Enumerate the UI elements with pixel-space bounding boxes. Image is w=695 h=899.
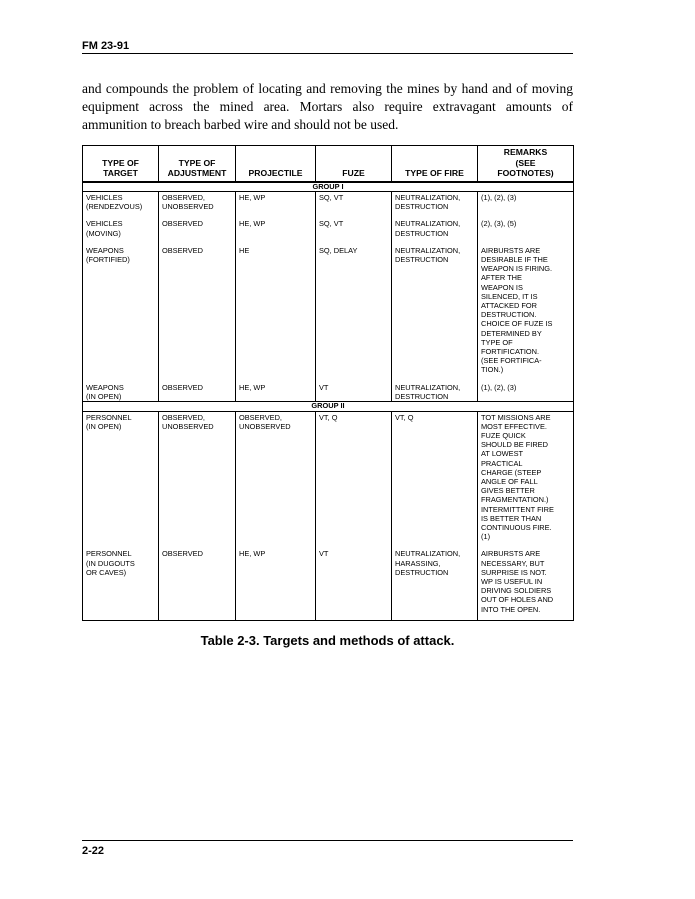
- cell-projectile: OBSERVED, UNOBSERVED: [236, 411, 316, 547]
- group-label: GROUP I: [83, 182, 574, 192]
- cell-adjustment: OBSERVED, UNOBSERVED: [159, 411, 236, 547]
- cell-projectile: HE, WP: [236, 192, 316, 218]
- cell-adjustment: OBSERVED: [159, 547, 236, 620]
- running-header: FM 23-91: [82, 40, 573, 54]
- cell-remarks: TOT MISSIONS ARE MOST EFFECTIVE. FUZE QUICK SHOULD BE FIRED AT LOWEST PRACTICAL CHARGE (STEEP ANGLE OF FALL GIVES BETTER FRAGMENTATION.) INTERMITTENT FIRE IS BETTER THAN CONTINUOUS FIRE. (1): [478, 411, 574, 547]
- page-number: 2-22: [82, 845, 105, 857]
- header-type-of-adjustment: TYPE OF ADJUSTMENT: [159, 146, 236, 182]
- targets-table: [82, 145, 574, 621]
- cell-fire: NEUTRALIZATION, DESTRUCTION: [392, 217, 478, 243]
- cell-projectile: HE, WP: [236, 547, 316, 620]
- header-remarks: REMARKS (SEE FOOTNOTES): [478, 146, 574, 182]
- cell-target: VEHICLES (MOVING): [83, 217, 159, 243]
- cell-fuze: VT, Q: [316, 411, 392, 547]
- cell-remarks: (1), (2), (3): [478, 381, 574, 402]
- header-type-of-target: TYPE OF TARGET: [83, 146, 159, 182]
- header-projectile: PROJECTILE: [236, 146, 316, 182]
- table-header-row: [83, 146, 574, 182]
- cell-projectile: HE: [236, 244, 316, 381]
- table-row: [83, 547, 574, 620]
- header-fuze: FUZE: [316, 146, 392, 182]
- cell-remarks: AIRBURSTS ARE DESIRABLE IF THE WEAPON IS FIRING. AFTER THE WEAPON IS SILENCED, IT IS ATTACKED FOR DESTRUCTION. CHOICE OF FUZE IS DETERMINED BY TYPE OF FORTIFICATION. (SEE FORTIFICA- TION.): [478, 244, 574, 381]
- cell-fuze: VT: [316, 381, 392, 402]
- cell-adjustment: OBSERVED: [159, 244, 236, 381]
- cell-fuze: SQ, VT: [316, 217, 392, 243]
- cell-fuze: VT: [316, 547, 392, 620]
- intro-paragraph: and compounds the problem of locating and removing the mines by hand and of moving equipment across the mined area. Mortars also require extravagant amounts of ammunition to breach barbed wire and should not be used.: [82, 81, 573, 132]
- cell-remarks: (2), (3), (5): [478, 217, 574, 243]
- group-row: [83, 182, 574, 192]
- cell-fire: NEUTRALIZATION, HARASSING, DESTRUCTION: [392, 547, 478, 620]
- cell-target: PERSONNEL (IN OPEN): [83, 411, 159, 547]
- table-row: [83, 192, 574, 218]
- cell-adjustment: OBSERVED: [159, 217, 236, 243]
- cell-target: PERSONNEL (IN DUGOUTS OR CAVES): [83, 547, 159, 620]
- table-row: [83, 244, 574, 381]
- cell-remarks: (1), (2), (3): [478, 192, 574, 218]
- cell-adjustment: OBSERVED: [159, 381, 236, 402]
- cell-target: WEAPONS (IN OPEN): [83, 381, 159, 402]
- cell-projectile: HE, WP: [236, 217, 316, 243]
- cell-projectile: HE, WP: [236, 381, 316, 402]
- cell-fuze: SQ, DELAY: [316, 244, 392, 381]
- group-label: GROUP II: [83, 402, 574, 412]
- cell-target: VEHICLES (RENDEZVOUS): [83, 192, 159, 218]
- cell-fire: NEUTRALIZATION, DESTRUCTION: [392, 381, 478, 402]
- table-row: [83, 381, 574, 402]
- group-row: [83, 402, 574, 412]
- cell-fuze: SQ, VT: [316, 192, 392, 218]
- page-footer: [82, 840, 573, 857]
- cell-fire: NEUTRALIZATION, DESTRUCTION: [392, 192, 478, 218]
- cell-fire: NEUTRALIZATION, DESTRUCTION: [392, 244, 478, 381]
- table-row: [83, 217, 574, 243]
- header-type-of-fire: TYPE OF FIRE: [392, 146, 478, 182]
- cell-adjustment: OBSERVED, UNOBSERVED: [159, 192, 236, 218]
- cell-target: WEAPONS (FORTIFIED): [83, 244, 159, 381]
- table-caption: Table 2-3. Targets and methods of attack.: [200, 633, 455, 648]
- table-row: [83, 411, 574, 547]
- cell-remarks: AIRBURSTS ARE NECESSARY, BUT SURPRISE IS NOT. WP IS USEFUL IN DRIVING SOLDIERS OUT OF HOLES AND INTO THE OPEN.: [478, 547, 574, 620]
- cell-fire: VT, Q: [392, 411, 478, 547]
